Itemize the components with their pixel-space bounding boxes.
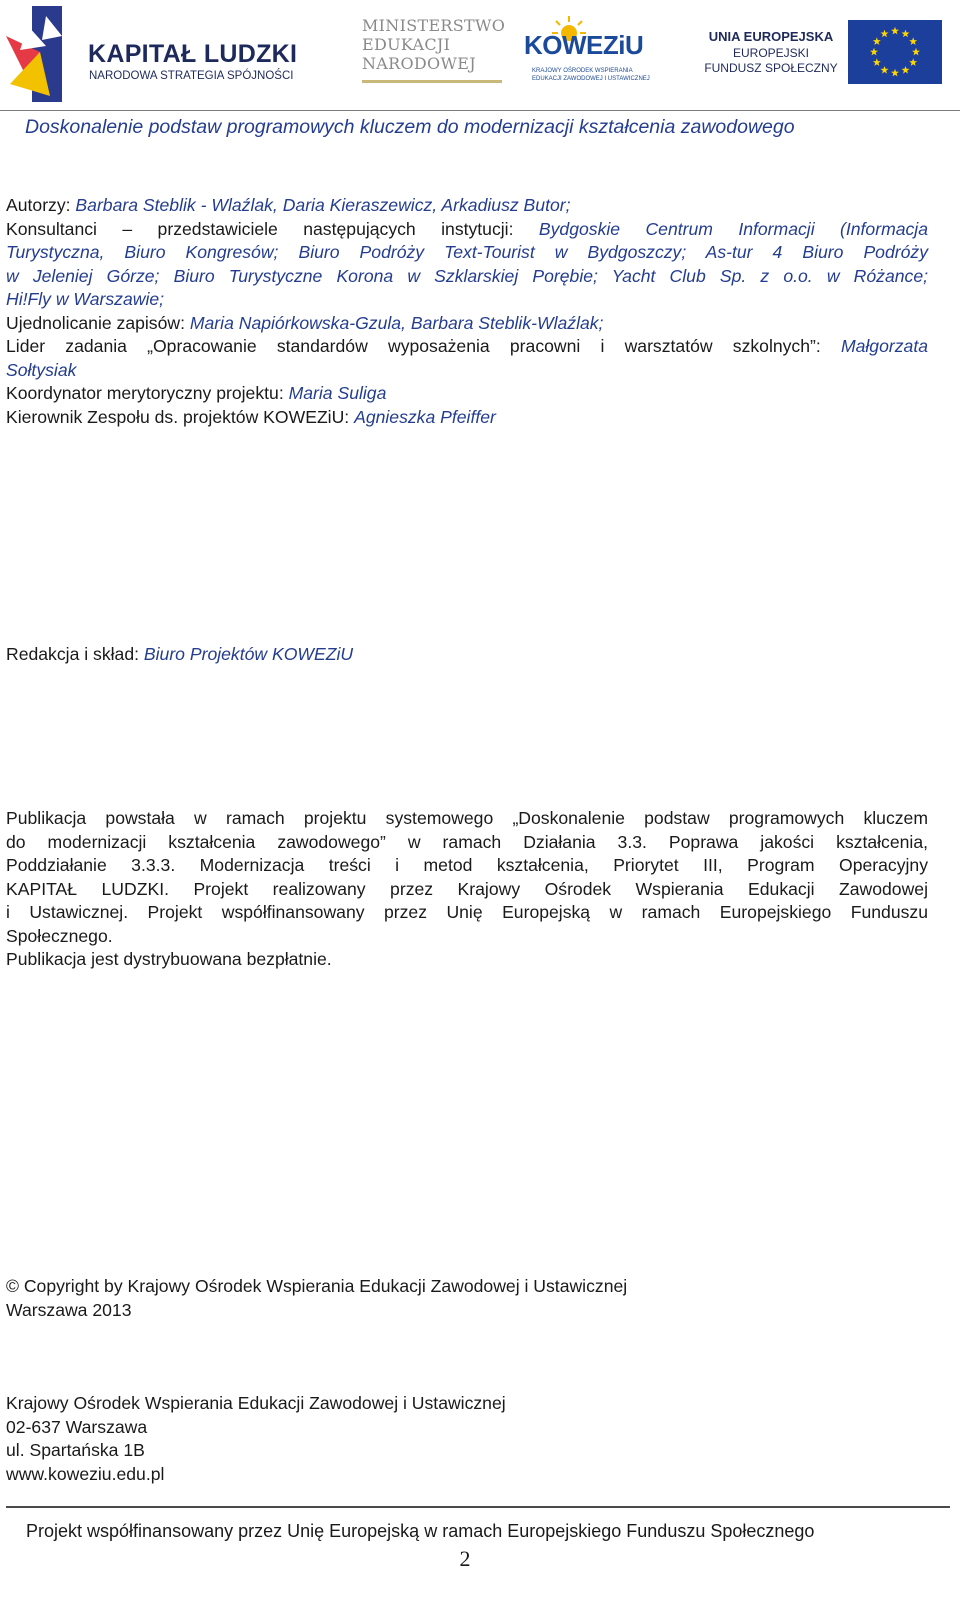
address-name: Krajowy Ośrodek Wspierania Edukacji Zawodowej i Ustawicznej [6,1393,506,1413]
footer-divider [6,1506,950,1508]
consultants-label: Konsultanci – przedstawiciele następujących instytucji: [6,218,539,239]
eu-line3: FUNDUSZ SPOŁECZNY [704,61,838,75]
authors-label: Autorzy: [6,195,76,215]
redakcja-value: Biuro Projektów KOWEZiU [143,644,354,664]
eu-flag-icon [848,20,942,84]
koweziu-subtitle-2: EDUKACJI ZAWODOWEJ I USTAWICZNEJ [532,76,650,82]
eu-line2: EUROPEJSKI [732,46,810,60]
authors-line [6,194,928,218]
publication-free-note: Publikacja jest dystrybuowana bezpłatnie. [6,949,332,969]
leader-value-1: Małgorzata [840,336,928,356]
kapital-ludzki-subtitle: NARODOWA STRATEGIA SPÓJNOŚCI [89,70,294,82]
consultants-line-2 [6,241,928,265]
publication-line-6: Społecznego. [6,925,113,946]
eu-logo-text [702,28,840,76]
authors-value: Barbara Steblik - Wlaźlak, Daria Kieraszewicz, Arkadiusz Butor; [75,195,571,215]
document-title: Doskonalenie podstaw programowych kluczem do modernizacji kształcenia zawodowego [25,116,795,138]
ministerstwo-line2: EDUKACJI [362,35,451,54]
address-postal: 02-637 Warszawa [6,1416,148,1437]
manager-line [6,406,928,430]
leader-value-2: Sołtysiak [6,359,77,380]
publication-line-1: Publikacja powstała w ramach projektu systemowego „Doskonalenie podstaw programowych kluczem [6,808,928,828]
koweziu-title: KOWEZiU [524,30,644,60]
koweziu-logo [524,14,654,84]
ministerstwo-line1: MINISTERSTWO [362,16,506,35]
publication-line-3: Poddziałanie 3.3.3. Modernizacja treści i metod kształcenia, Priorytet III, Program Operacyjny [6,855,928,875]
consultants-line-3 [6,265,928,289]
publication-line-4: KAPITAŁ LUDZKI. Projekt realizowany przez Krajowy Ośrodek Wspierania Edukacji Zawodowej [6,878,928,899]
consultants-value-1: Bydgoskie Centrum Informacji (Informacja [538,218,928,239]
redakcja-line [6,643,928,667]
leader-line-2 [6,359,928,383]
publication-line-5: i Ustawicznej. Projekt współfinansowany przez Unię Europejską w ramach Europejskiego Funduszu [6,902,928,922]
unify-label: Ujednolicanie zapisów: [6,312,190,333]
consultants-value-2: Turystyczna, Biuro Kongresów; Biuro Podróży Text-Tourist w Bydgoszczy; As-tur 4 Biuro Podróży [6,242,928,262]
consultants-value-3: w Jeleniej Górze; Biuro Turystyczne Korona w Szklarskiej Porębie; Yacht Club Sp. z o.o. w Różance; [6,265,928,286]
website-link[interactable]: www.koweziu.edu.pl [6,1463,165,1484]
ministerstwo-line3: NARODOWEJ [362,54,476,73]
redakcja-block [6,643,928,667]
kapital-ludzki-emblem-icon [6,6,72,102]
koweziu-subtitle-1: KRAJOWY OŚRODEK WSPIERANIA [532,68,633,74]
publication-line-2: do modernizacji kształcenia zawodowego” w ramach Działania 3.3. Poprawa jakości kształcenia, [6,831,928,852]
address-street: ul. Spartańska 1B [6,1440,145,1460]
unify-line [6,312,928,336]
publication-block [6,807,928,972]
page-number: 2 [459,1546,471,1571]
consultants-line-1 [6,218,928,242]
manager-value: Agnieszka Pfeiffer [354,406,496,427]
ministerstwo-underline [362,80,502,83]
coordinator-label: Koordynator merytoryczny projektu: [6,383,289,403]
leader-label: Lider zadania „Opracowanie standardów wyposażenia pracowni i warsztatów szkolnych”: [6,336,841,356]
copyright-block [6,1275,928,1322]
coordinator-line [6,382,928,406]
credits-block [6,194,928,429]
manager-label: Kierownik Zespołu ds. projektów KOWEZiU: [6,406,355,427]
footer-cofinancing-note: Projekt współfinansowany przez Unię Europejską w ramach Europejskiego Funduszu Społecznego [26,1521,815,1541]
address-block [6,1392,928,1486]
ministerstwo-logo [362,16,506,86]
eu-logo [702,20,942,84]
copyright-line: © Copyright by Krajowy Ośrodek Wspierania Edukacji Zawodowej i Ustawicznej [6,1276,628,1296]
kapital-ludzki-logo [6,6,306,102]
redakcja-label: Redakcja i skład: [6,644,144,664]
coordinator-value: Maria Suliga [288,383,387,403]
header-logo-bar [0,0,960,112]
leader-line-1 [6,335,928,359]
consultants-value-4: Hi!Fly w Warszawie; [6,289,165,309]
eu-line1: UNIA EUROPEJSKA [708,29,834,44]
unify-value: Maria Napiórkowska-Gzula, Barbara Steblik-Wlaźlak; [189,312,604,333]
header-divider [0,110,960,111]
kapital-ludzki-title: KAPITAŁ LUDZKI [88,40,298,68]
copyright-year: Warszawa 2013 [6,1299,132,1320]
consultants-line-4 [6,288,928,312]
